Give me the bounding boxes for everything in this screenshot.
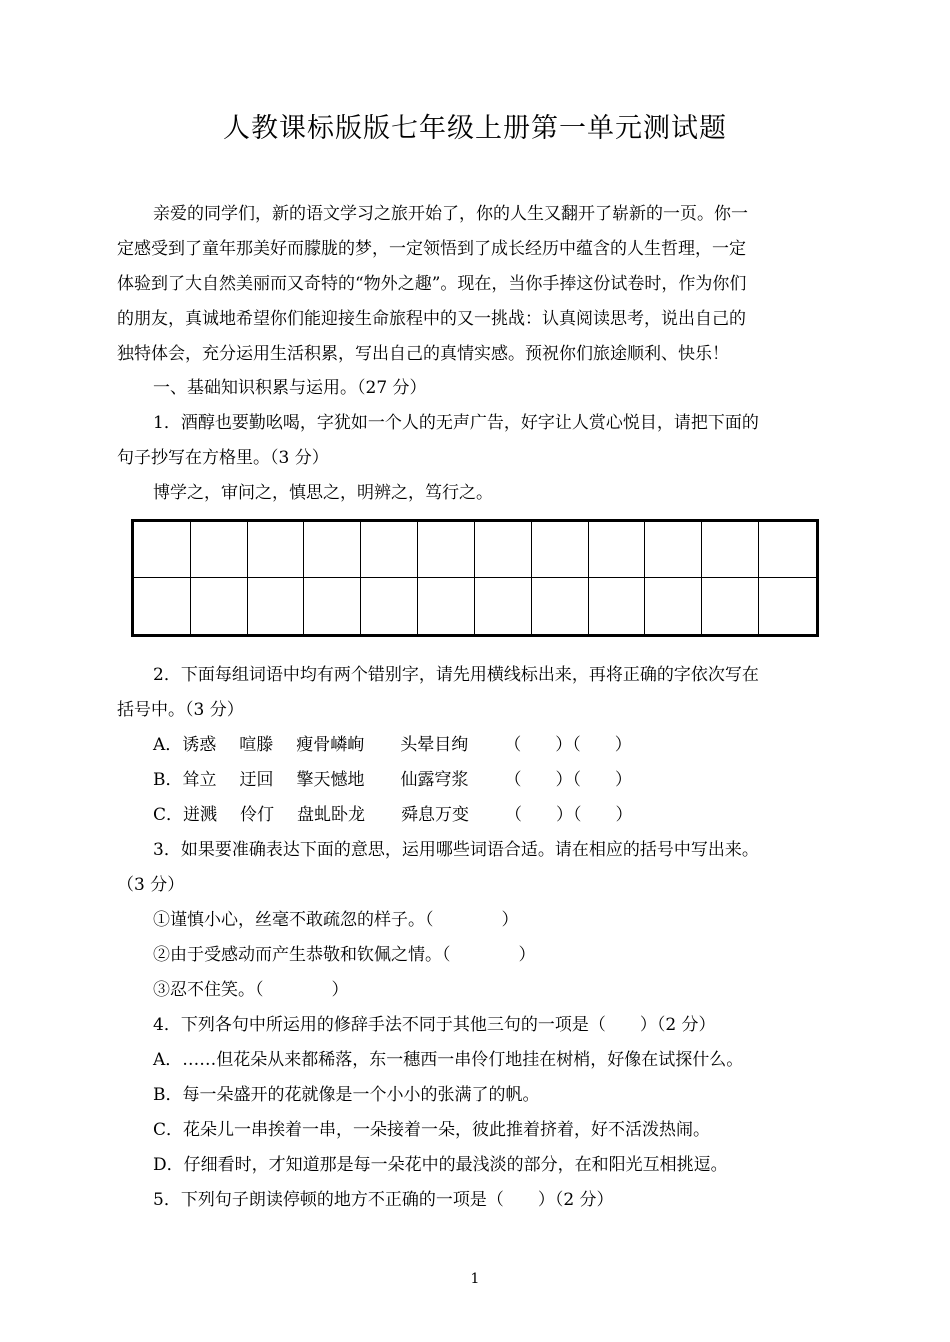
option-word: 诱惑 (182, 735, 217, 755)
grid-cell[interactable] (418, 578, 475, 634)
answer-blanks[interactable]: （ ）（ ） (505, 805, 633, 825)
grid-cell[interactable] (134, 522, 191, 578)
intro-line-2: 定感受到了童年那美好而朦胧的梦，一定领悟到了成长经历中蕴含的人生哲理，一定 (117, 239, 746, 259)
grid-cell[interactable] (759, 522, 816, 578)
question-2-option-a (153, 734, 632, 756)
section-heading: 一、基础知识积累与运用。（27 分） (153, 378, 427, 398)
option-label: A． (153, 735, 183, 755)
question-3-line-1: 3．如果要准确表达下面的意思，运用哪些词语合适。请在相应的括号中写出来。 (153, 840, 759, 860)
grid-cell[interactable] (191, 578, 248, 634)
question-3-item-1[interactable]: ①谨慎小心，丝毫不敢疏忽的样子。（ ） (153, 910, 519, 930)
question-3-item-2[interactable]: ②由于受感动而产生恭敬和钦佩之情。（ ） (153, 945, 536, 965)
grid-cell[interactable] (248, 522, 305, 578)
question-1-line-2: 句子抄写在方格里。（3 分） (117, 448, 329, 468)
question-4-option-c[interactable]: C．花朵儿一串挨着一串，一朵接着一朵，彼此推着挤着，好不活泼热闹。 (153, 1120, 711, 1140)
grid-cell[interactable] (361, 522, 418, 578)
intro-line-5: 独特体会，充分运用生活积累，写出自己的真情实感。预祝你们旅途顺利、快乐！ (117, 344, 729, 364)
question-2-option-b (153, 769, 632, 791)
option-word: 仙露穹浆 (400, 770, 469, 790)
option-word: 盘虬卧龙 (297, 805, 366, 825)
answer-blanks[interactable]: （ ）（ ） (504, 735, 632, 755)
grid-cell[interactable] (134, 578, 191, 634)
grid-cell[interactable] (589, 578, 646, 634)
grid-cell[interactable] (361, 578, 418, 634)
grid-cell[interactable] (589, 522, 646, 578)
option-word: 头晕目绚 (400, 735, 469, 755)
grid-cell[interactable] (702, 522, 759, 578)
option-label: C． (153, 805, 184, 825)
grid-cell[interactable] (645, 578, 702, 634)
grid-cell[interactable] (191, 522, 248, 578)
grid-cell[interactable] (759, 578, 816, 634)
option-word: 喧滕 (239, 735, 274, 755)
option-word: 伶仃 (240, 805, 275, 825)
question-4-line-1: 4．下列各句中所运用的修辞手法不同于其他三句的一项是（ ）（2 分） (153, 1015, 716, 1035)
grid-cell[interactable] (645, 522, 702, 578)
question-1-line-1: 1．酒醇也要勤吆喝，字犹如一个人的无声广告，好字让人赏心悦目，请把下面的 (153, 413, 759, 433)
question-2-line-2: 括号中。（3 分） (117, 700, 244, 720)
grid-cell[interactable] (475, 578, 532, 634)
grid-cell[interactable] (248, 578, 305, 634)
page-title: 人教课标版版七年级上册第一单元测试题 (223, 113, 727, 144)
page-number: 1 (470, 1271, 480, 1287)
intro-line-4: 的朋友，真诚地希望你们能迎接生命旅程中的又一挑战：认真阅读思考，说出自己的 (117, 309, 746, 329)
question-4-option-a[interactable]: A．……但花朵从来都稀落，东一穗西一串伶仃地挂在树梢，好像在试探什么。 (153, 1050, 744, 1070)
grid-cell[interactable] (475, 522, 532, 578)
question-2-option-c (153, 804, 633, 826)
grid-cell[interactable] (304, 522, 361, 578)
option-word: 迂回 (239, 770, 274, 790)
option-word: 迸溅 (183, 805, 218, 825)
option-label: B． (153, 770, 183, 790)
intro-line-1: 亲爱的同学们，新的语文学习之旅开始了，你的人生又翻开了崭新的一页。你一 (153, 204, 748, 224)
option-word: 擎天憾地 (296, 770, 365, 790)
option-word: 耸立 (182, 770, 217, 790)
option-word: 舜息万变 (401, 805, 470, 825)
option-word: 瘦骨嶙峋 (296, 735, 365, 755)
question-4-option-d[interactable]: D．仔细看时，才知道那是每一朵花中的最浅淡的部分，在和阳光互相挑逗。 (153, 1155, 728, 1175)
grid-cell[interactable] (532, 578, 589, 634)
grid-cell[interactable] (702, 578, 759, 634)
grid-cell[interactable] (304, 578, 361, 634)
question-4-option-b[interactable]: B．每一朵盛开的花就像是一个小小的张满了的帆。 (153, 1085, 540, 1105)
writing-grid[interactable] (131, 519, 819, 637)
question-3-item-3[interactable]: ③忍不住笑。（ ） (153, 980, 349, 1000)
question-5-line-1: 5．下列句子朗读停顿的地方不正确的一项是（ ）（2 分） (153, 1190, 614, 1210)
answer-blanks[interactable]: （ ）（ ） (504, 770, 632, 790)
grid-cell[interactable] (418, 522, 475, 578)
grid-cell[interactable] (532, 522, 589, 578)
question-3-line-2: （3 分） (117, 875, 185, 895)
question-2-line-1: 2．下面每组词语中均有两个错别字，请先用横线标出来，再将正确的字依次写在 (153, 665, 759, 685)
intro-line-3: 体验到了大自然美丽而又奇特的“物外之趣”。现在，当你手捧这份试卷时，作为你们 (117, 274, 747, 294)
question-1-sentence: 博学之，审问之，慎思之，明辨之，笃行之。 (153, 483, 493, 503)
